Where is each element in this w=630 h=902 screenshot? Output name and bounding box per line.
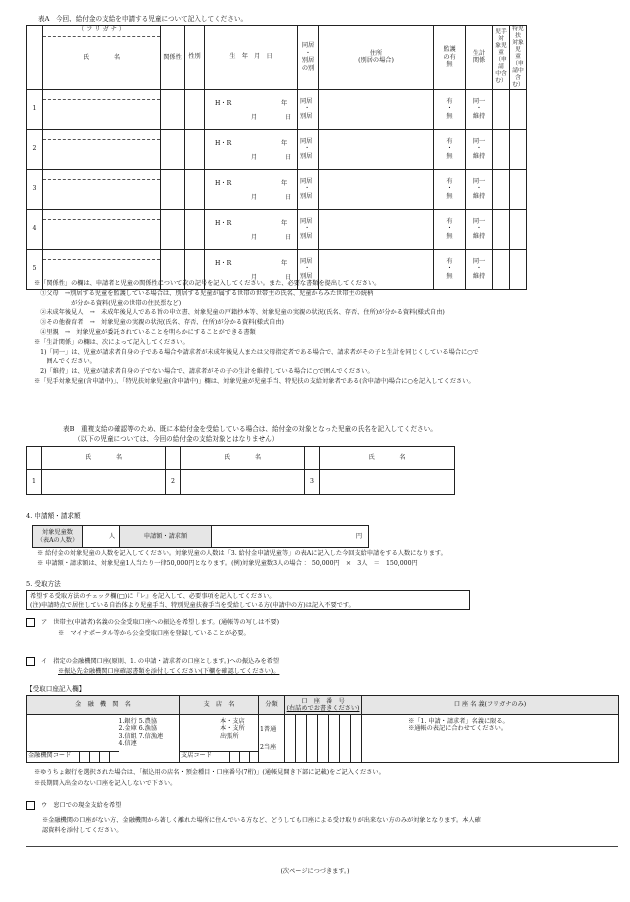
account-digit[interactable]	[307, 715, 318, 763]
jido-header: 児手対 象児童 （申請 中含 む）	[493, 26, 510, 90]
sex-input[interactable]	[185, 89, 205, 129]
row-number: 1	[27, 89, 43, 129]
dormant-account-note: ※長期間入出金のない口座を記入しないで下さい。	[34, 780, 177, 787]
footer-continued: (次ページにつづきます。)	[280, 868, 350, 875]
row-number: 5	[27, 249, 43, 289]
dob-input[interactable]: H・R 年 月 日	[205, 129, 298, 169]
sex-input[interactable]	[185, 209, 205, 249]
account-digit[interactable]	[340, 715, 351, 763]
livelihood-choice[interactable]: 同一 ・ 維持	[466, 249, 493, 289]
tokuji-check[interactable]	[510, 169, 527, 209]
furigana-input[interactable]	[43, 130, 160, 140]
address-header: 住所 (別居の場合)	[319, 26, 434, 90]
account-type-choice[interactable]: 1普通 2当座	[259, 715, 285, 763]
yucho-note: ※ゆうちょ銀行を選択された場合は、「振込用の店名・預金種目・口座番号(7桁)」(通帳見開き下部に記載)をご記入ください。	[34, 769, 385, 776]
account-holder-input[interactable]: ※「1. 申請・請求者」名義に限る。 ※通帳の表記に合わせてください。	[362, 715, 619, 763]
option-u-note2: 認資料を添付してください。	[42, 827, 123, 834]
name-header: 氏 名	[82, 54, 121, 61]
branch-code-label: 支店コード	[181, 752, 212, 759]
address-input[interactable]	[319, 129, 434, 169]
table-b-name-header: 氏 名	[42, 447, 166, 470]
table-b-name-input[interactable]	[320, 470, 455, 495]
table-a-title: 表A 今回、給付金の支給を申請する児童について記入してください。	[38, 15, 248, 23]
furigana-input[interactable]	[43, 210, 160, 220]
jido-check[interactable]	[493, 169, 510, 209]
tokuji-check[interactable]	[510, 209, 527, 249]
option-u: ウ 窓口での現金支給を希望	[26, 801, 121, 810]
account-digit[interactable]	[318, 715, 329, 763]
sex-input[interactable]	[185, 169, 205, 209]
table-b-title: 表B 重複支給の確認等のため、既に本給付金を受給している場合は、給付金の対象となった児童の氏名を記入してください。	[63, 425, 437, 433]
section4-note2: ※ 申請額・請求額は、対象児童1人当たり一律50,000円となります。(例)対象児童数3人の場合 ： 50,000円 × 3人 ＝ 150,000円	[37, 560, 418, 567]
livelihood-choice[interactable]: 同一 ・ 維持	[466, 129, 493, 169]
row-number: 2	[27, 129, 43, 169]
cohab-header: 同居 ・ 別居 の別	[298, 26, 319, 90]
account-type-header: 分類	[259, 696, 285, 715]
cohab-choice[interactable]: 同居 ・ 別居	[298, 169, 319, 209]
divider	[26, 846, 618, 847]
amount-table	[32, 525, 369, 548]
account-digit[interactable]	[351, 715, 362, 763]
option-u-note1: ※金融機関の口座がない方、金融機関から著しく離れた場所に住んでいる方など、どうしても口座による受け取りが出来ない方のみが対象となります。本人確	[42, 817, 481, 824]
child-row	[27, 129, 527, 169]
sex-header: 性別	[185, 26, 205, 90]
table-b-name-input[interactable]	[42, 470, 166, 495]
relation-input[interactable]	[161, 209, 185, 249]
section5-title: 5. 受取方法	[26, 580, 61, 588]
relation-input[interactable]	[161, 89, 185, 129]
furigana-input[interactable]	[43, 170, 160, 180]
branch-name-input[interactable]: 本・支店 本・支所 出張所 支店コード	[180, 715, 259, 763]
address-input[interactable]	[319, 209, 434, 249]
branch-name-header: 支 店 名	[180, 696, 259, 715]
custody-choice[interactable]: 有 ・ 無	[434, 129, 466, 169]
account-number-header: 口 座 番 号 (右詰めでお書きください)	[285, 696, 362, 715]
livelihood-choice[interactable]: 同一 ・ 維持	[466, 169, 493, 209]
name-input[interactable]	[43, 140, 160, 169]
sex-input[interactable]	[185, 129, 205, 169]
child-count-label: 対象児童数 （表Aの人数）	[33, 526, 83, 548]
address-input[interactable]	[319, 169, 434, 209]
custody-choice[interactable]: 有 ・ 無	[434, 169, 466, 209]
dob-input[interactable]: H・R 年 月 日	[205, 169, 298, 209]
bank-name-input[interactable]	[27, 715, 119, 763]
dob-input[interactable]: H・R 年 月 日	[205, 249, 298, 289]
cohab-choice[interactable]: 同居 ・ 別居	[298, 129, 319, 169]
dob-input[interactable]: H・R 年 月 日	[205, 209, 298, 249]
bank-type-choice[interactable]: 1.銀行 5.農協 2.金庫 6.漁協 3.信組 7.信漁連 4.信連	[119, 715, 180, 763]
relation-input[interactable]	[161, 169, 185, 209]
furigana-input[interactable]	[43, 250, 160, 260]
amount-label: 申請額・請求額	[120, 526, 212, 548]
jido-check[interactable]	[493, 129, 510, 169]
account-holder-header: 口 座 名 義(フリガナのみ)	[362, 696, 619, 715]
tokuji-check[interactable]	[510, 129, 527, 169]
table-b-name-header: 氏 名	[320, 447, 455, 470]
livelihood-choice[interactable]: 同一 ・ 維持	[466, 209, 493, 249]
tokuji-header: 特児扶 対象児 童（申 請中含 む）	[510, 26, 527, 90]
name-input[interactable]	[43, 100, 160, 129]
custody-header: 監護 の有 無	[434, 26, 466, 90]
bank-name-header: 金 融 機 関 名	[27, 696, 180, 715]
account-digit[interactable]	[285, 715, 296, 763]
tokuji-check[interactable]	[510, 249, 527, 289]
livelihood-choice[interactable]: 同一 ・ 維持	[466, 89, 493, 129]
table-b-subtitle: （以下の児童については、今回の給付金の支給対象とはなりません）	[74, 435, 279, 443]
bank-code-digit[interactable]	[109, 752, 120, 762]
option-i: イ 指定の金融機関口座(原則、1. の申請・請求者の口座とします。)への振込みを希望	[26, 657, 279, 666]
cohab-choice[interactable]: 同居 ・ 別居	[298, 249, 319, 289]
option-a: ア 世帯主(申請者)名義の公金受取口座への振込を希望します。(通帳等の写しは不要)	[26, 618, 279, 627]
furigana-header: （ フ リ ガ ナ ）	[43, 26, 160, 37]
account-title: 【受取口座記入欄】	[26, 685, 86, 693]
jido-check[interactable]	[493, 209, 510, 249]
row-number: 4	[27, 209, 43, 249]
cohab-choice[interactable]: 同居 ・ 別居	[298, 89, 319, 129]
account-table	[26, 695, 619, 763]
section4-note1: ※ 給付金の対象児童の人数を記入してください。対象児童の人数は「3. 給付金申請児童等」の表Aに記入した今回支給申請をする人数になります。	[37, 550, 447, 557]
name-input[interactable]	[43, 220, 160, 249]
address-input[interactable]	[319, 89, 434, 129]
custody-choice[interactable]: 有 ・ 無	[434, 209, 466, 249]
option-i-note: ※振込先金融機関口座確認書類を添付してください(下欄を確認してください)。	[58, 668, 280, 675]
option-i-checkbox[interactable]	[26, 657, 35, 666]
table-b-name-header: 氏 名	[181, 447, 305, 470]
child-count-input[interactable]: 人	[83, 526, 120, 548]
branch-code-digit[interactable]	[249, 752, 260, 762]
child-row	[27, 89, 527, 129]
relation-header: 関係性	[161, 26, 185, 90]
relation-input[interactable]	[161, 129, 185, 169]
furigana-input[interactable]	[43, 90, 160, 100]
section4-title: 4. 申請額・請求額	[26, 512, 81, 520]
custody-choice[interactable]: 有 ・ 無	[434, 249, 466, 289]
table-a	[26, 25, 527, 290]
child-row	[27, 169, 527, 209]
tokuji-check[interactable]	[510, 89, 527, 129]
option-a-checkbox[interactable]	[26, 618, 35, 627]
account-digit[interactable]	[329, 715, 340, 763]
child-row	[27, 209, 527, 249]
table-a-notes: ※「関係性」の欄は、申請者と児童の関係性について次の記号を記入してください。また、必要な書類を提出してください。 ①父母 →別居する児童を監護している場合は、別居する児童が属する世帯の世帯主の氏名、児童からみた世帯主の続柄 が分かる資料(児童の世帯の住民票など) ②未成年後見人 → 未成年後見人である旨の申立書、対象児童の戸籍抄本等、対象児童の実親の状況(氏名、存否、住所)が分かる資料(様式自由) ③その他養育者 → 対象児童の実親の状況(氏名、存否、住所)が分かる資料(様式自由) ④里親 → 対象児童が委託されていることを明らかにすることができる書類 ※「生計関係」の欄は、次によって記入してください。 1)「同一」は、児童が請求者自身の子である場合や請求者が未成年後見人または父母指定者である場合で、請求者がその子と生計を同じくしている場合に○で 囲んでください。 2)「維持」は、児童が請求者自身の子でない場合で、請求者がその子の生計を維持している場合に○で囲んでください。 ※「児手対象児童(含申請中)」、「特児扶対象児童(含申請中)」欄は、対象児童が児童手当、特児扶の支給対象者である(含申請中)場合に○を記入してください。	[34, 280, 479, 385]
table-b-number: 3	[305, 470, 320, 495]
row-number: 3	[27, 169, 43, 209]
custody-choice[interactable]: 有 ・ 無	[434, 89, 466, 129]
cohab-choice[interactable]: 同居 ・ 別居	[298, 209, 319, 249]
account-digit[interactable]	[296, 715, 307, 763]
table-b	[26, 446, 455, 495]
amount-input[interactable]: 円	[212, 526, 369, 548]
dob-input[interactable]: H・R 年 月 日	[205, 89, 298, 129]
jido-check[interactable]	[493, 89, 510, 129]
jido-check[interactable]	[493, 249, 510, 289]
option-u-checkbox[interactable]	[26, 801, 35, 810]
livelihood-header: 生計 関係	[466, 26, 493, 90]
instruction-box: 希望する受取方法のチェック欄(□)に『レ』を記入して、必要事項を記入してください。 (注)申請時点で居住している自治体より児童手当、特別児童扶養手当を受給している方(申請中の方)は記入不要です。	[26, 590, 470, 610]
table-b-number: 1	[27, 470, 42, 495]
name-input[interactable]	[43, 180, 160, 209]
bank-code-label: 金融機関コード	[28, 752, 72, 759]
option-a-note: ※ マイナポータル等から公金受取口座を登録していることが必要。	[58, 630, 250, 637]
table-b-number: 2	[166, 470, 181, 495]
dob-header: 生 年 月 日	[205, 26, 298, 90]
table-b-name-input[interactable]	[181, 470, 305, 495]
